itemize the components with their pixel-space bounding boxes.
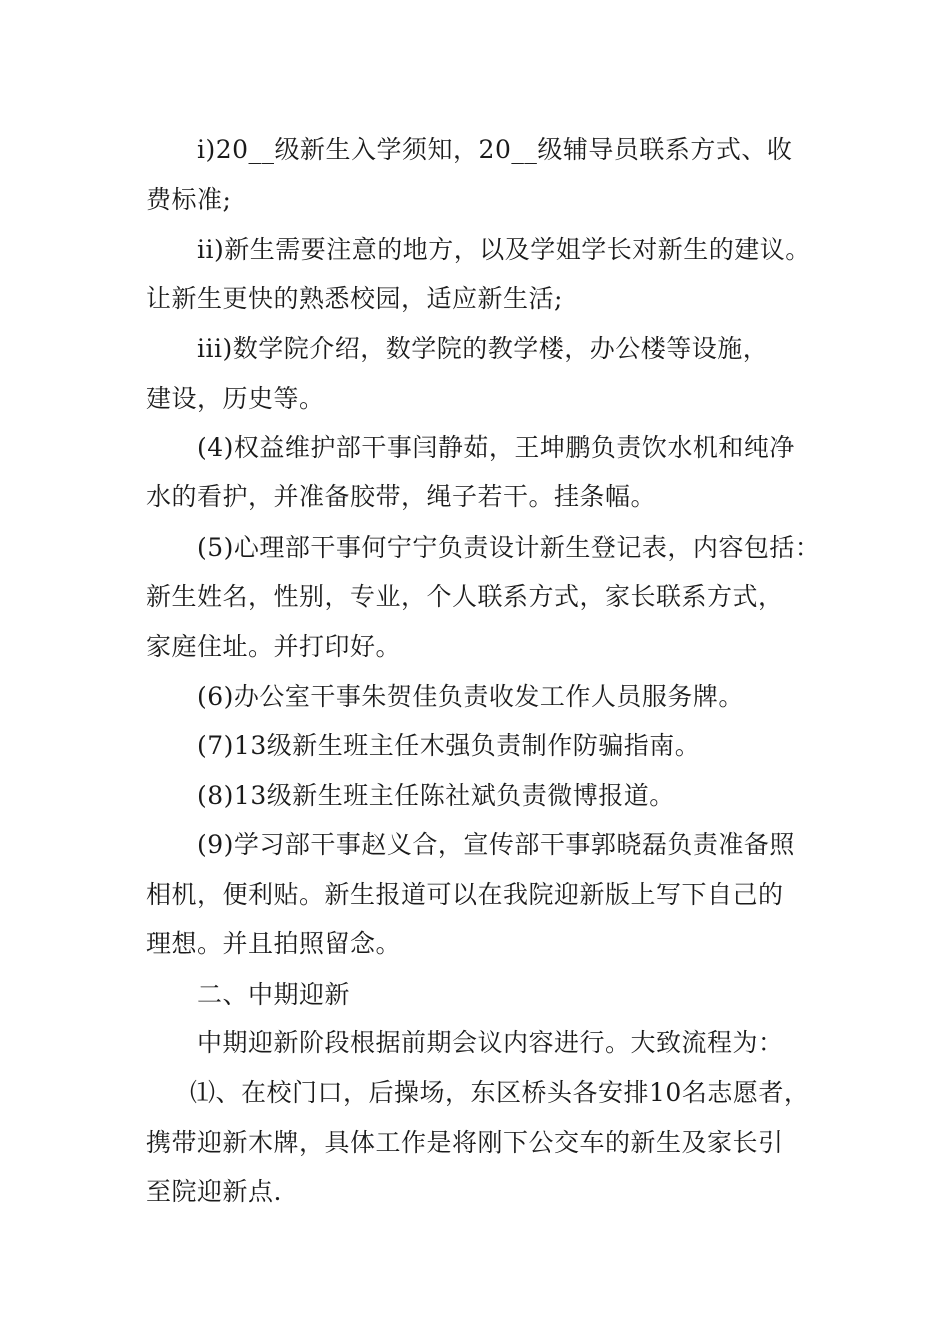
- paragraph-line: iii)数学院介绍，数学院的教学楼，办公楼等设施，: [197, 334, 769, 363]
- paragraph-line: i)20__级新生入学须知，20__级辅导员联系方式、收: [197, 135, 793, 164]
- paragraph-line: (7)13级新生班主任木强负责制作防骗指南。: [197, 731, 701, 760]
- paragraph-line: ii)新生需要注意的地方，以及学姐学长对新生的建议。: [197, 235, 811, 264]
- paragraph-line: (9)学习部干事赵义合，宣传部干事郭晓磊负责准备照: [197, 830, 795, 859]
- paragraph-line: (5)心理部干事何宁宁负责设计新生登记表，内容包括：: [197, 533, 821, 562]
- paragraph-line: (6)办公室干事朱贺佳负责收发工作人员服务牌。: [197, 682, 744, 711]
- section-heading: 二、中期迎新: [197, 980, 351, 1009]
- paragraph-line: 费标准;: [146, 185, 232, 214]
- paragraph-line: 水的看护，并准备胶带，绳子若干。挂条幅。: [146, 482, 657, 511]
- paragraph-line: 携带迎新木牌，具体工作是将刚下公交车的新生及家长引: [146, 1128, 784, 1157]
- paragraph-line: 建设，历史等。: [146, 384, 325, 413]
- paragraph-line: ⑴、在校门口，后操场，东区桥头各安排10名志愿者，: [190, 1078, 810, 1107]
- paragraph-line: 中期迎新阶段根据前期会议内容进行。大致流程为：: [197, 1028, 784, 1057]
- paragraph-line: 相机，便利贴。新生报道可以在我院迎新版上写下自己的: [146, 880, 784, 909]
- paragraph-line: 新生姓名，性别，专业，个人联系方式，家长联系方式，: [146, 582, 784, 611]
- paragraph-line: 家庭住址。并打印好。: [146, 632, 402, 661]
- paragraph-line: 至院迎新点.: [146, 1177, 282, 1206]
- paragraph-line: (8)13级新生班主任陈社斌负责微博报道。: [197, 781, 675, 810]
- paragraph-line: 理想。并且拍照留念。: [146, 929, 402, 958]
- paragraph-line: 让新生更快的熟悉校园，适应新生活;: [146, 284, 563, 313]
- paragraph-line: (4)权益维护部干事闫静茹，王坤鹏负责饮水机和纯净: [197, 433, 795, 462]
